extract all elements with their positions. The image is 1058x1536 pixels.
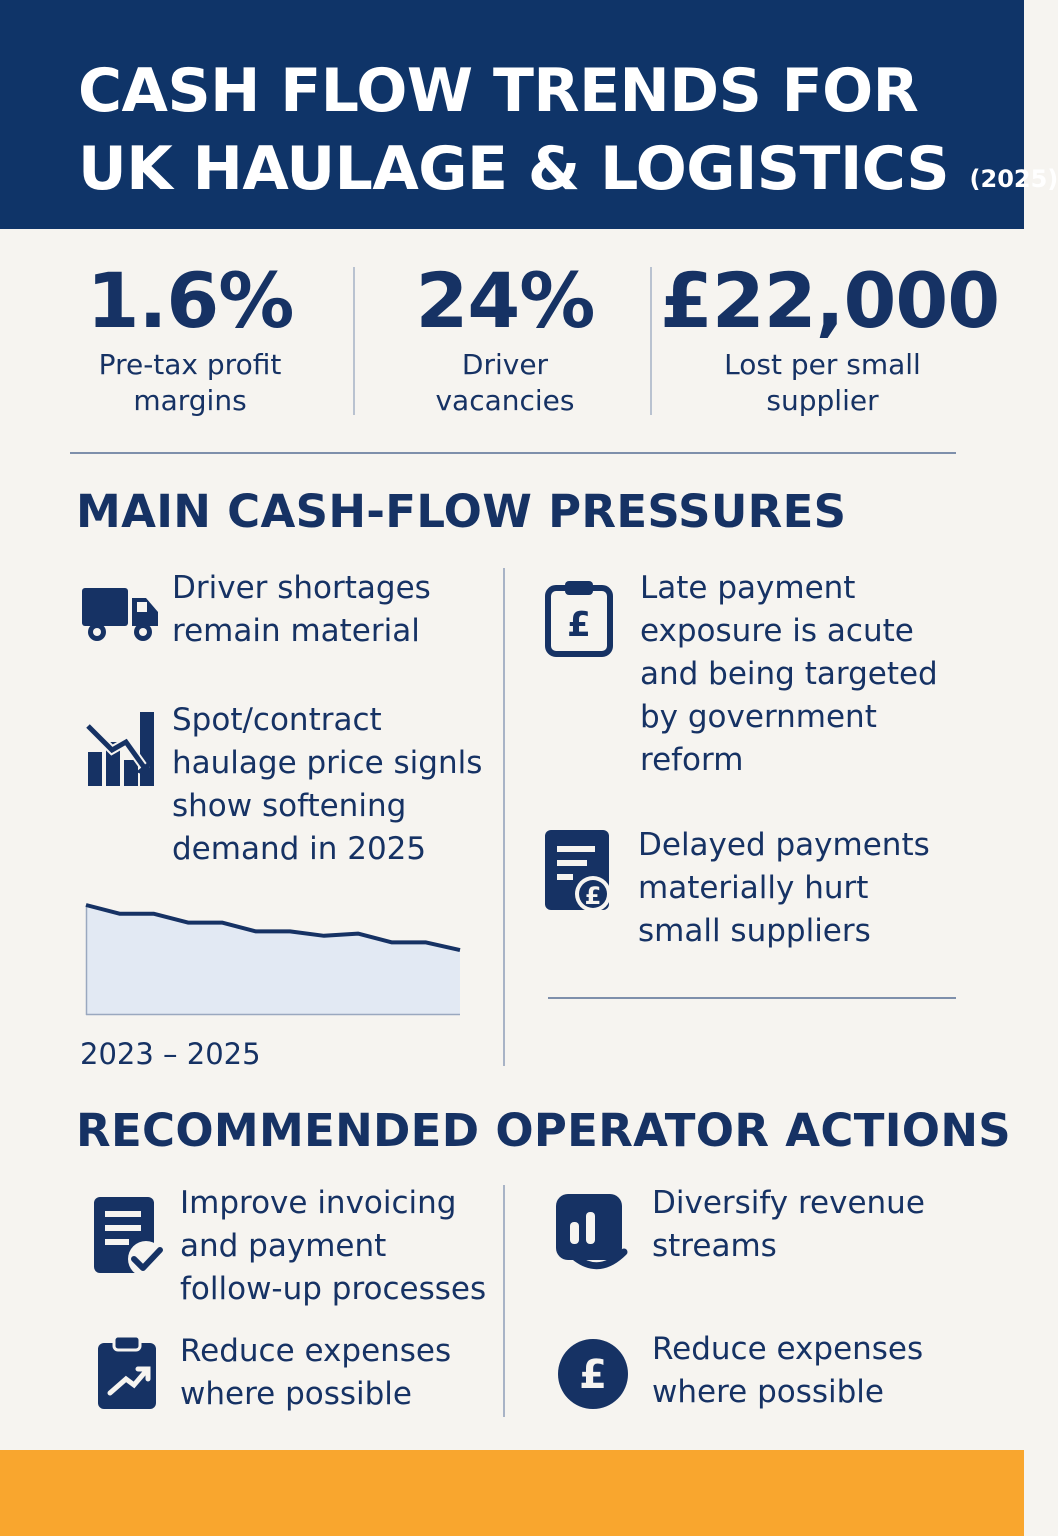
invoice-check-icon bbox=[92, 1195, 168, 1283]
action-item-reduce-expenses bbox=[180, 1330, 500, 1416]
action-item-invoicing bbox=[180, 1182, 510, 1311]
actions-column-divider bbox=[503, 1185, 505, 1417]
svg-text:£: £ bbox=[567, 605, 591, 645]
stat-profit-margin bbox=[35, 255, 345, 419]
clipboard-growth-icon bbox=[96, 1333, 160, 1417]
item-line: Spot/contract bbox=[172, 702, 382, 738]
pressure-item-delayed-payments bbox=[638, 824, 978, 953]
title-line-1: CASH FLOW TRENDS FOR bbox=[78, 56, 919, 126]
stat-label-line-1: Pre-tax profit bbox=[98, 348, 282, 381]
stat-label-line-2: vacancies bbox=[435, 384, 575, 417]
item-line: exposure is acute bbox=[640, 613, 914, 649]
pound-coin-icon bbox=[556, 1337, 630, 1415]
revenue-streams-icon bbox=[554, 1192, 630, 1280]
truck-icon bbox=[80, 584, 160, 648]
chart-period-label: 2023 – 2025 bbox=[80, 1037, 261, 1071]
item-line: and payment bbox=[180, 1228, 387, 1264]
pressures-title: MAIN CASH-FLOW PRESSURES bbox=[76, 485, 847, 538]
footer-bar bbox=[0, 1450, 1024, 1536]
item-line: Improve invoicing bbox=[180, 1185, 457, 1221]
stat-value: 24% bbox=[415, 256, 595, 345]
stat-label-line-1: Driver bbox=[461, 348, 549, 381]
item-line: where possible bbox=[180, 1376, 412, 1412]
item-line: by government bbox=[640, 699, 877, 735]
item-line: remain material bbox=[172, 613, 420, 649]
item-line: Late payment bbox=[640, 570, 856, 606]
stats-row bbox=[35, 255, 1000, 420]
header-banner bbox=[0, 0, 1058, 229]
right-column-divider bbox=[548, 997, 956, 999]
item-line: show softening bbox=[172, 788, 407, 824]
column-divider bbox=[503, 568, 505, 1066]
price-trend-svg bbox=[80, 895, 470, 1025]
action-item-reduce-expenses-2 bbox=[652, 1328, 972, 1414]
price-trend-chart bbox=[80, 895, 470, 1029]
item-line: demand in 2025 bbox=[172, 831, 427, 867]
stat-value: £22,000 bbox=[660, 256, 1000, 345]
stat-label-line-2: margins bbox=[133, 384, 247, 417]
svg-text:£: £ bbox=[579, 1352, 607, 1398]
stat-label-line-1: Lost per small bbox=[724, 348, 921, 381]
clipboard-pound-icon bbox=[543, 578, 615, 662]
item-line: Reduce expenses bbox=[180, 1333, 452, 1369]
item-line: Delayed payments bbox=[638, 827, 930, 863]
item-line: where possible bbox=[652, 1374, 884, 1410]
title-line-2 bbox=[78, 130, 1058, 218]
title-year: (2025) bbox=[969, 165, 1058, 193]
invoice-pound-icon bbox=[543, 828, 615, 920]
actions-title: RECOMMENDED OPERATOR ACTIONS bbox=[76, 1104, 1011, 1157]
svg-text:£: £ bbox=[584, 882, 602, 910]
stat-lost-per-supplier bbox=[660, 255, 1000, 419]
pressure-item-late-payment bbox=[640, 567, 980, 782]
item-line: materially hurt bbox=[638, 870, 869, 906]
item-line: reform bbox=[640, 742, 744, 778]
title-line-2-text: UK HAULAGE & LOGISTICS bbox=[78, 134, 950, 204]
action-item-diversify-revenue bbox=[652, 1182, 972, 1268]
item-line: Reduce expenses bbox=[652, 1331, 924, 1367]
item-line: follow-up processes bbox=[180, 1271, 487, 1307]
item-line: and being targeted bbox=[640, 656, 938, 692]
stat-label-line-2: supplier bbox=[766, 384, 879, 417]
stat-divider bbox=[650, 267, 652, 415]
pressure-item-driver-shortages bbox=[172, 567, 492, 653]
stat-value: 1.6% bbox=[86, 256, 294, 345]
trend-area bbox=[86, 905, 460, 1015]
item-line: Diversify revenue bbox=[652, 1185, 925, 1221]
pressure-item-price-signals bbox=[172, 699, 502, 871]
item-line: haulage price signls bbox=[172, 745, 483, 781]
section-divider bbox=[70, 452, 956, 454]
stat-driver-vacancies bbox=[355, 255, 655, 419]
item-line: Driver shortages bbox=[172, 570, 431, 606]
declining-bar-chart-icon bbox=[86, 712, 158, 792]
item-line: streams bbox=[652, 1228, 777, 1264]
item-line: small suppliers bbox=[638, 913, 871, 949]
